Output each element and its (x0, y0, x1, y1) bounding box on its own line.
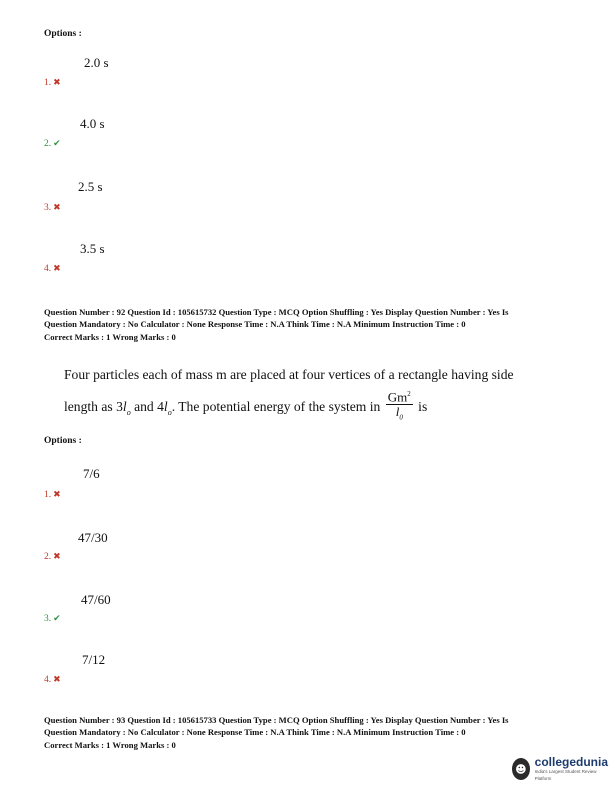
question-text (64, 361, 584, 427)
option-value: 2.0 s (84, 55, 109, 70)
question-line: length as $3l_o$ and $4l_o$. The potential energy of the system in $\frac{Gm^2}{l_0}$ is (64, 389, 584, 427)
fraction: $\frac{Gm^2}{l_0}$ (386, 387, 413, 425)
cross-icon: ✖ (53, 263, 61, 273)
option-value: 47/60 (81, 592, 111, 607)
cross-icon: ✖ (53, 551, 61, 561)
logo-subtitle: India's Largest Student Review Platform (534, 769, 597, 781)
question-meta (44, 714, 509, 751)
option-number: 3. ✔ (44, 613, 61, 624)
option-number: 3. ✖ (44, 202, 61, 213)
logo-mascot-icon: ☻ (512, 758, 530, 780)
meta-line: Correct Marks : 1 Wrong Marks : 0 (44, 331, 176, 342)
check-icon: ✔ (53, 138, 61, 148)
meta-line: Question Mandatory : No Calculator : None Response Time : N.A Think Time : N.A Minimum Instruction Time : 0 (44, 727, 466, 738)
meta-line: Question Number : 92 Question Id : 105615732 Question Type : MCQ Option Shuffling : Yes Display Question Number : Yes Is (44, 307, 509, 317)
option-number: 2. ✔ (44, 138, 61, 149)
cross-icon: ✖ (53, 489, 61, 499)
cross-icon: ✖ (53, 77, 61, 87)
option-number: 4. ✖ (44, 263, 61, 274)
option-number: 1. ✖ (44, 77, 61, 88)
meta-line: Correct Marks : 1 Wrong Marks : 0 (44, 739, 176, 750)
options-label: Options : (44, 29, 82, 39)
option-number: 4. ✖ (44, 674, 61, 685)
cross-icon: ✖ (53, 202, 61, 212)
logo-title: collegedunia (534, 755, 608, 769)
options-label: Options : (44, 436, 82, 446)
option-value: 2.5 s (78, 179, 103, 194)
cross-icon: ✖ (53, 674, 61, 684)
question-line: Four particles each of mass m are placed at four vertices of a rectangle having side (64, 367, 514, 382)
option-value: 7/12 (82, 652, 106, 667)
option-value: 47/30 (78, 530, 108, 545)
question-meta (44, 306, 509, 343)
option-value: 3.5 s (80, 241, 105, 256)
meta-line: Question Mandatory : No Calculator : None Response Time : N.A Think Time : N.A Minimum Instruction Time : 0 (44, 319, 466, 330)
collegedunia-logo (512, 756, 608, 782)
meta-line: Question Number : 93 Question Id : 105615733 Question Type : MCQ Option Shuffling : Yes Display Question Number : Yes Is (44, 715, 509, 725)
option-number: 1. ✖ (44, 489, 61, 500)
check-icon: ✔ (53, 613, 61, 623)
option-number: 2. ✖ (44, 551, 61, 562)
option-value: 7/6 (83, 466, 100, 481)
option-value: 4.0 s (80, 116, 105, 131)
